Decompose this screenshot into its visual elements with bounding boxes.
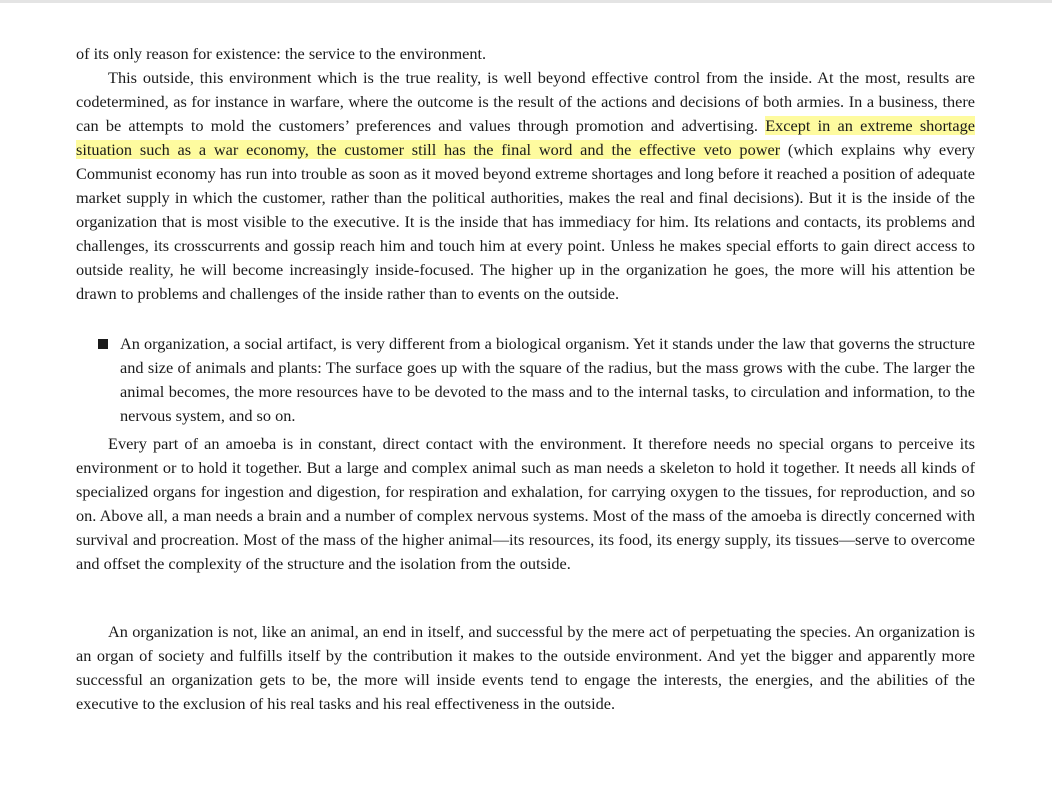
paragraph-amoeba: Every part of an amoeba is in constant, direct contact with the environment. It therefore needs no special organs to perceive its environment or to hold it together. But a large and complex animal such as man needs a skeleton to hold it together. It needs all kinds of specialized organs for ingestion and digestion, for respiration and exhalation, for carrying oxygen to the tissues, for reproduction, and so on. Above all, a man needs a brain and a number of complex nervous systems. Most of the mass of the amoeba is directly concerned with survival and procreation. Most of the mass of the higher animal—its resources, its food, its energy supply, its tissues—serve to overcome and offset the complexity of the structure and the isolation from the outside. <box>76 434 975 573</box>
paragraph-text-before-highlight: This outside, this environment which is the true reality, is well beyond effective control from the inside. At the most, results are codetermined, as for instance in warfare, where the outcome is the result of the actions and decisions of both armies. In a business, there can be attempts to mold the customers’ preferences and values through promotion and advertising. <box>76 68 975 135</box>
document-page <box>76 42 975 716</box>
paragraph-outside-environment <box>76 66 975 306</box>
bullet-list-item <box>76 332 975 428</box>
paragraph-text-after-highlight: (which explains why every Communist economy has run into trouble as soon as it moved beyond extreme shortages and long before it reached a position of adequate market supply in which the customer, rather than the political authorities, makes the real and final decisions). But it is the inside of the organization that is most visible to the executive. It is the inside that has immediacy for him. Its relations and contacts, its problems and challenges, its crosscurrents and gossip reach him and touch him at every point. Unless he makes special efforts to gain direct access to outside reality, he will become increasingly inside-focused. The higher up in the organization he goes, the more will his attention be drawn to problems and challenges of the inside rather than to events on the outside. <box>76 140 976 303</box>
bullet-item-text: An organization, a social artifact, is very different from a biological organism. Yet it stands under the law that governs the structure and size of animals and plants: The surface goes up with the square of the radius, but the mass grows with the cube. The larger the animal becomes, the more resources have to be devoted to the mass and to the internal tasks, to circulation and information, to the nervous system, and so on. <box>120 334 975 425</box>
paragraph-continued: of its only reason for existence: the service to the environment. <box>76 44 487 63</box>
square-bullet-icon <box>98 339 108 349</box>
paragraph-organization: An organization is not, like an animal, an end in itself, and successful by the mere act of perpetuating the species. An organization is an organ of society and fulfills itself by the contribution it makes to the outside environment. And yet the bigger and apparently more successful an organization gets to be, the more will inside events tend to engage the interests, the energies, and the abilities of the executive to the exclusion of his real tasks and his real effectiveness in the outside. <box>76 622 975 713</box>
top-border <box>0 0 1052 3</box>
highlighted-passage[interactable]: Except in an extreme shortage situation such as a war economy, the customer still has the final word and the effective veto power <box>76 116 975 159</box>
